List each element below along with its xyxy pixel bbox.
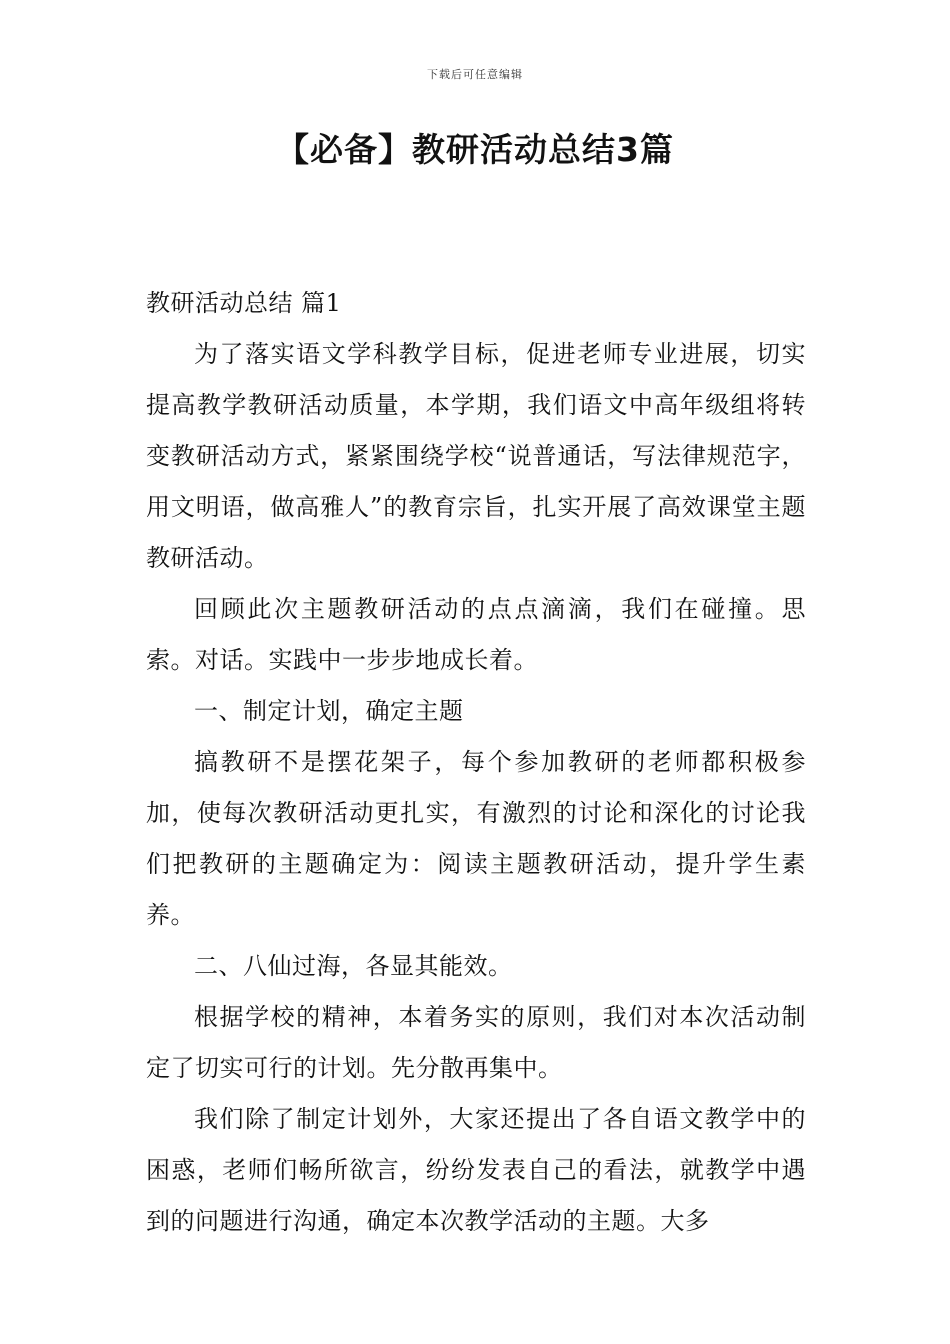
- subheading-plan: 一、制定计划，确定主题: [194, 697, 464, 725]
- section-heading: 教研活动总结 篇1: [146, 289, 342, 317]
- paragraph-review: 回顾此次主题教研活动的点点滴滴，我们在碰撞。思索。对话。实践中一步步地成长着。: [146, 595, 806, 674]
- subheading-methods: 二、八仙过海，各显其能效。: [194, 952, 513, 980]
- paragraph-discussion: 我们除了制定计划外，大家还提出了各自语文教学中的困惑，老师们畅所欲言，纷纷发表自己的看法，就教学中遇到的问题进行沟通，确定本次教学活动的主题。大多: [146, 1105, 806, 1235]
- paragraph-plan: 搞教研不是摆花架子，每个参加教研的老师都积极参加，使每次教研活动更扎实，有激烈的讨论和深化的讨论我们把教研的主题确定为：阅读主题教研活动，提升学生素养。: [146, 748, 806, 929]
- document-body: [146, 278, 806, 1247]
- paragraph-intro: 为了落实语文学科教学目标，促进老师专业进展，切实提高教学教研活动质量，本学期，我们语文中高年级组将转变教研活动方式，紧紧围绕学校“说普通话，写法律规范字，用文明语，做高雅人”的教育宗旨，扎实开展了高效课堂主题教研活动。: [146, 340, 806, 572]
- document-title: 【必备】教研活动总结3篇: [276, 130, 674, 169]
- paragraph-principle: 根据学校的精神，本着务实的原则，我们对本次活动制定了切实可行的计划。先分散再集中。: [146, 1003, 806, 1082]
- header-note: 下载后可任意编辑: [427, 68, 523, 81]
